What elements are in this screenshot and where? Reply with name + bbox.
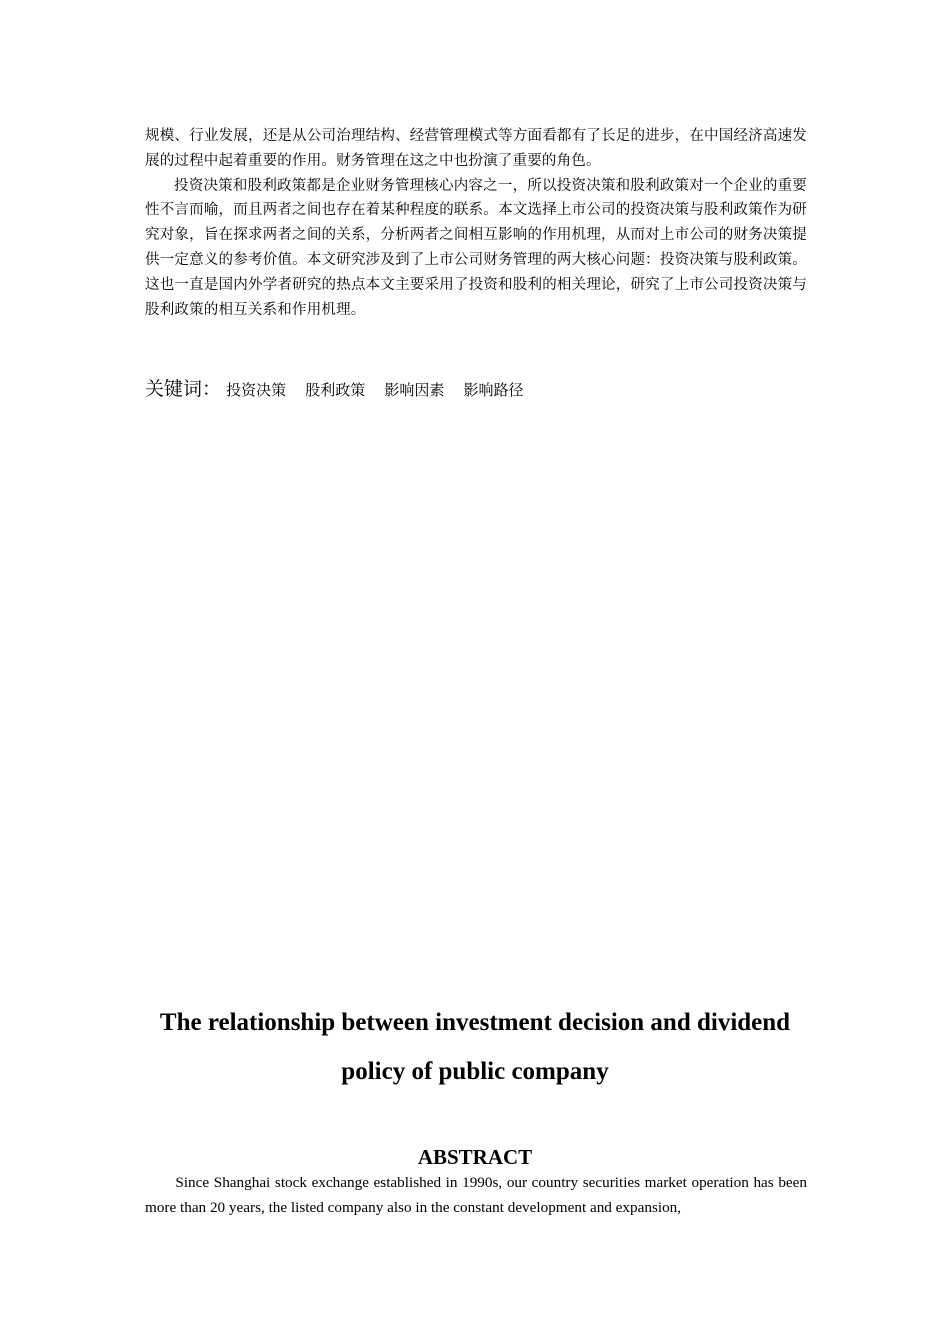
keyword-item: 投资决策 (226, 381, 287, 399)
chinese-paragraph-1: 规模、行业发展，还是从公司治理结构、经营管理模式等方面看都有了长足的进步，在中国经济高速发展的过程中起着重要的作用。财务管理在这之中也扮演了重要的角色。 (145, 128, 807, 169)
keywords-label: 关键词： (145, 378, 222, 400)
chinese-abstract-body (145, 124, 807, 322)
keyword-item: 影响因素 (384, 381, 445, 399)
english-title-line-1: The relationship between investment decision and dividend (159, 1009, 791, 1036)
english-title-line-2: policy of public company (341, 1058, 609, 1085)
keyword-item: 股利政策 (305, 381, 366, 399)
chinese-paragraph-2: 投资决策和股利政策都是企业财务管理核心内容之一，所以投资决策和股利政策对一个企业的重要性不言而喻，而且两者之间也存在着某种程度的联系。本文选择上市公司的投资决策与股利政策作为研究对象，旨在探求两者之间的关系，分析两者之间相互影响的作用机理，从而对上市公司的财务决策提供一定意义的参考价值。本文研究涉及到了上市公司财务管理的两大核心问题：投资决策与股利政策。这也一直是国内外学者研究的热点本文主要采用了投资和股利的相关理论，研究了上市公司投资决策与股利政策的相互关系和作用机理。 (145, 177, 807, 318)
keyword-item: 影响路径 (463, 381, 524, 399)
english-paragraph-1: Since Shanghai stock exchange established in 1990s, our country securities market operation has been more than 20 years, the listed company also in the constant development and expansion, (145, 1174, 807, 1216)
keywords-line (145, 374, 807, 401)
english-title (100, 998, 850, 1096)
abstract-heading: ABSTRACT (417, 1145, 533, 1169)
